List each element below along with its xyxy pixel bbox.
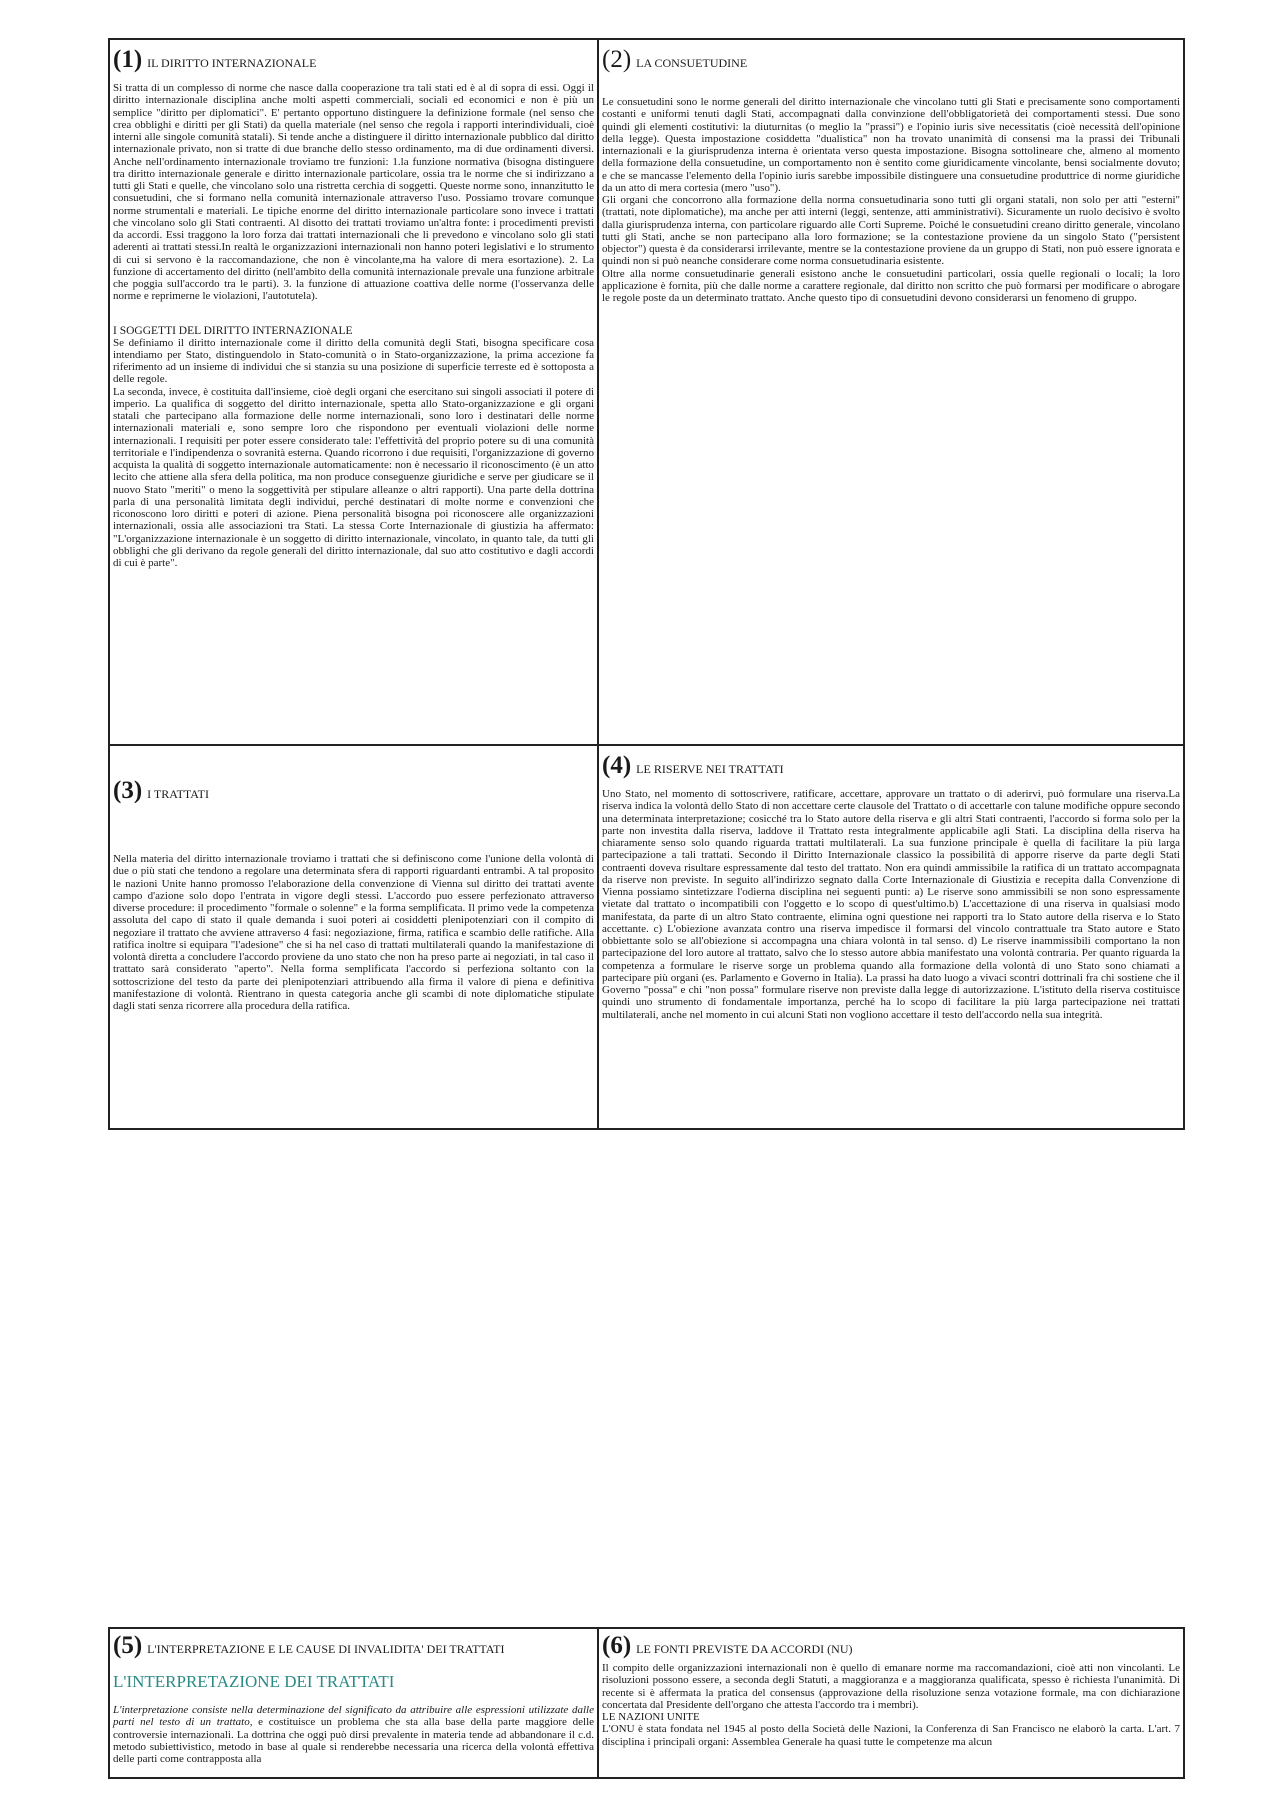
subheading: I SOGGETTI DEL DIRITTO INTERNAZIONALE xyxy=(113,324,353,337)
paragraph: Nella materia del diritto internazionale troviamo i trattati che si definiscono come l'unione della volontà di due o più stati che tendono a regolare una determinata sfera di rapporti riguardanti entrambi. A tal proposito le nazioni Unite hanno promosso l'elaborazione della convenzione di Vienna sul diritto dei trattati avente campo d'azione solo dopo l'entrata in vigore degli stessi. L'accordo puo essere perfezionato attraverso diverse procedure: il procedimento "formale o solenne" e la forma semplificata. Il primo vede la competenza assoluta del capo di stato il quale demanda i suoi poteri ai cosiddetti plenipotenziari con il compito di negoziare il trattato che avviene attraverso 4 fasi: negoziazione, firma, ratifica e scambio delle ratifiche. Alla ratifica inoltre si equipara "l'adesione" che si ha nel caso di trattati multilaterali quando la manifestazione di volontà diretta a concludere l'accordo proviene da uno stato che non ha preso parte ai negoziati, in tal caso il trattato sarà considerato "aperto". Nella forma semplificata l'accordo si perfeziona soltanto con la sottoscrizione del testo da parte dei plenipotenziari attribuendo alla firma il valore di piena e definitiva manifestazione di volontà. Rientrano in questa categoria anche gli scambi di note diplomatiche stipulate dagli stati senza ricorrere alla procedura della ratifica. xyxy=(113,853,594,1012)
paragraph: Il compito delle organizzazioni internazionali non è quello di emanare norme ma raccomandazioni, cioè atti non vincolanti. Le risoluzioni possono essere, a seconda degli Statuti, a maggioranza e a maggioranza qualificata, spesso è richiesta l'unanimità. Di recente si è affermata la pratica del consensus (approvazione della risoluzione senza votazione formale, ma con dichiarazione concertata dal Presidente dell'organo che attesta l'accordo tra i membri). xyxy=(602,1662,1180,1711)
paragraph: La seconda, invece, è costituita dall'insieme, cioè degli organi che esercitano sui singoli associati il potere di imperio. La qualifica di soggetto del diritto internazionale, spetta allo Stato-organizzazione e gli organi statali che partecipano alla formazione delle norme internazionali, sono loro i destinatari delle norme internazionali materiali e, sono sempre loro che rispondono per eventuali violazioni delle norme internazionali. I requisiti per poter essere considerato tale: l'effettività del proprio potere su di una comunità territoriale e l'indipendenza o sovranità esterna. Quando ricorrono i due requisiti, l'organizzazione di governo acquista la qualità di soggetto internazionale automaticamente: non è necessario il riconoscimento (è un atto lecito che attiene alla sfera della politica, ma non produce conseguenze giuridiche e serve per giudicare se il nuovo Stato "meriti" o meno la soggettività per stipulare alleanze o altri rapporti). Una parte della dottrina parla di una personalità limitata degli individui, perché destinatari di molte norme e convenzioni che riconoscono loro diritti e poteri di azione. Piena personalità bisogna poi riconoscere alle organizzazioni internazionali, ossia alle associazioni tra Stati. La stessa Corte Internazionale di giustizia ha affermato: "L'organizzazione internazionale è un soggetto di diritto internazionale, vincolato, in quanto tale, da tutti gli obblighi che gli derivano da regole generali del diritto internazionale, dal suo atto costitutivo e dagli accordi di cui è parte". xyxy=(113,385,594,569)
paragraph: Si tratta di un complesso di norme che nasce dalla cooperazione tra tali stati ed è al di sopra di essi. Oggi il diritto internazionale disciplina anche molti aspetti commerciali, sociali ed economici e non è più un semplice "diritto per diplomatici". E' pertanto opportuno distinguere la definizione formale (nel senso che crea obblighi e diritti per gli Stati) da quella materiale (nel senso che regola i rapporti interindividuali, cioè interni alle singole comunità statali). Si tende anche a distinguere il diritto internazionale pubblico dal diritto internazionale privato, non si tratte di due branche dello stesso ordinamento, ma di due ordinamenti diversi. Anche nell'ordinamento internazionale troviamo tre funzioni: 1.la funzione normativa (bisogna distinguere tra diritto internazionale generale e diritto internazionale particolare, ossia tra le norme che si indirizzano a tutti gli Stati e quelle, che vincolano solo una ristretta cerchia di soggetti. Queste norme sono, innanzitutto le consuetudini, che si formano nella comunità internazionale attraverso l'uso. Possiamo trovare comunque norme strumentali e materiali. Le tipiche enorme del diritto internazionale particolare sono invece i trattati che vincolano solo gli Stati contraenti. Al disotto dei trattati troviamo un'altra fonte: i procedimenti previsti da accordi. Essi traggono la loro forza dai trattati internazionali che li prevedono e vincolano solo gli stati aderenti ai trattati stessi.In realtà le organizzazioni internazionali non hanno poteri legislativi e lo strumento di cui si servono è la raccomandazione, che non è vincolante,ma ha valore di mera esortazione). 2. La funzione di accertamento del diritto (nell'ambito della comunità internazionale prevale una funzione arbitrale che poggia sull'accordo tra le parti). 3. la funzione di attuazione coattiva delle norme (l'osservanza delle norme e reprimerne le violazioni, l'autotutela). xyxy=(113,82,594,303)
bottom-table xyxy=(108,1627,1185,1779)
cell-riserve xyxy=(599,746,1183,1128)
paragraph: Oltre alla norme consuetudinarie generali esistono anche le consuetudini particolari, ossia quelle regionali o locali; la loro applicazione è fornita, più che dalle norme a carattere regionale, dal diritto non scritto che può formarsi per modificare o abrogare le regole poste da un determinato trattato. Anche questo tipo di consuetudini devono considerarsi un fenomeno di gruppo. xyxy=(602,267,1180,304)
cell-fonti-accordi xyxy=(599,1629,1183,1777)
paragraph: L'ONU è stata fondata nel 1945 al posto della Società delle Nazioni, la Conferenza di San Francisco ne elaborò la carta. L'art. 7 disciplina i principali organi: Assemblea Generale ha quasi tutte le competenze ma alcun xyxy=(602,1723,1180,1748)
paragraph: Gli organi che concorrono alla formazione della norma consuetudinaria sono tutti gli organi statali, non solo per atti "esterni" (trattati, note diplomatiche), ma anche per atti interni (leggi, sentenze, atti amministrativi). Sicuramente un ruolo decisivo è svolto dalla giurisprudenza interna, con particolare riguardo alle Corti Supreme. Poiché le consuetudini creano diritto generale, vincolano tutti gli Stati, anche se non partecipano alla loro formazione; se la contestazione proviene da un singolo Stato ("persistent objector") questa è da considerarsi irrilevante, mentre se la contestazione proviene da un gruppo di Stati, non può essere ignorata e quindi non si può neanche considerare come norma consuetudinaria esistente. xyxy=(602,194,1180,268)
section-title: IL DIRITTO INTERNAZIONALE xyxy=(147,56,317,70)
paragraph xyxy=(113,1704,594,1765)
cell-heading xyxy=(602,752,1180,780)
cell-consuetudine xyxy=(599,40,1183,746)
section-title: L'INTERPRETAZIONE E LE CAUSE DI INVALIDITA' DEI TRATTATI xyxy=(147,1642,505,1656)
italic-text: L'interpretazione consiste nella determinazione del significato da attribuire alle espressioni utilizzate dalle parti nel testo di un trattato, xyxy=(113,1704,594,1729)
section-number: (6) xyxy=(602,1632,632,1659)
paragraph: Le consuetudini sono le norme generali del diritto internazionale che vincolano tutti gli Stati e precisamente sono comportamenti costanti e uniformi tenuti dagli Stati, accompagnati dalla convinzione dell'obbligatorietà dei comportamenti stessi. Due sono quindi gli elementi costitutivi: la diuturnitas (o meglio la "prassi") e l'opinio iuris sive necessitatis (cioè necessità dell'opinione della legge). Questa impostazione cosiddetta "dualistica" non ha trovato unanimità di consensi ma la prassi dei Tribunali internazionali e la giurisprudenza interna è orientata verso questa impostazione. Bisogna sottolineare che, almeno al momento della formazione della consuetudine, un comportamento non è sentito come giuridicamente vincolante, bensì socialmente dovuto; e che se mancasse l'elemento della l'opinio iuris sarebbe impossibile distinguere una consuetudine produttrice di norme giuridiche da un atto di mera cortesia (mero "uso"). xyxy=(602,96,1180,194)
section-number: (1) xyxy=(113,46,143,73)
section-number: (3) xyxy=(113,777,143,804)
cell-interpretazione xyxy=(110,1629,599,1777)
cell-trattati xyxy=(110,746,599,1128)
subtitle-heading: L'INTERPRETAZIONE DEI TRATTATI xyxy=(113,1672,395,1691)
cell-heading xyxy=(602,1632,1180,1660)
cell-heading xyxy=(602,46,1180,74)
cell-diritto-internazionale xyxy=(110,40,599,746)
section-number: (5) xyxy=(113,1632,143,1659)
paragraph: Se definiamo il diritto internazionale come il diritto della comunità degli Stati, bisogna specificare cosa intendiamo per Stato, distinguendolo in Stato-comunità o in Stato-organizzazione, la prima accezione fa riferimento ad un insieme di individui che si stanzia su una posizione di superficie terreste ed è sottoposta a delle regole. xyxy=(113,336,594,386)
top-table xyxy=(108,38,1185,1130)
section-title: LE RISERVE NEI TRATTATI xyxy=(636,762,784,776)
spacer xyxy=(113,813,594,853)
section-title: I TRATTATI xyxy=(147,787,209,801)
cell-heading xyxy=(113,46,594,74)
section-title: LA CONSUETUDINE xyxy=(636,56,748,70)
paragraph: Uno Stato, nel momento di sottoscrivere, ratificare, accettare, approvare un trattato o di aderirvi, può formulare una riserva.La riserva indica la volontà dello Stato di non accettare certe clausole del Trattato o di accettarle con talune modifiche oppure secondo una determinata interpretazione; cosicché tra lo Stato autore della riserva e gli altri Stati contraenti, l'accordo si forma solo per la parte non investita dalla riserva, laddove il Trattato resta integralmente applicabile agli Stati. La disciplina della riserva ha chiaramente senso solo quando riguarda trattati multilaterali. La sua funzione principale è quella di facilitare la più larga partecipazione a tali trattati. Secondo il Diritto Internazionale classico la possibilità di apporre riserve da parte degli Stati contraenti doveva risultare espressamente dal testo del trattato. Non era quindi ammissibile la ratifica di un trattato accompagnata da riserve non previste. In seguito all'indirizzo segnato dalla Corte Internazionale di Giustizia e recepita dalla Convenzione di Vienna possiamo sintetizzare l'odierna disciplina nei seguenti punti: a) Le riserve sono ammissibili se non sono espressamente vietate dal trattato o incompatibili con l'oggetto e lo scopo di quest'ultimo.b) L'accettazione di una riserva in qualsiasi modo manifestata, da parte di un altro Stato contraente, elimina ogni questione nei rapporti tra lo Stato autore della riserva e lo Stato accettante. c) L'obiezione avanzata contro una riserva impedisce il formarsi del vincolo contrattuale tra Stato autore e Stato obbiettante solo se all'obiezione si accompagna una chiara volontà in tal senso. d) Le riserve inammissibili comportano la non partecipazione del loro autore al trattato, salvo che lo stesso autore abbia manifestato una volontà contraria. Per quanto riguarda la competenza a formulare le riserve sorge un problema quando alla formazione della volontà di uno Stato sono chiamati a partecipare più organi (es. Parlamento e Governo in Italia). La prassi ha dato luogo a vivaci scontri dottrinali fra chi sostiene che il Governo "possa" e chi "non possa" formulare riserve non previste dalla legge di autorizzazione. L'istituto della riserva costituisce quindi uno strumento di fondamentale importanza, perché ha lo scopo di facilitare la più larga partecipazione nei trattati multilaterali, anche nel momento in cui alcuni Stati non vogliono accettare il testo dell'accordo nella sua integrità. xyxy=(602,788,1180,1021)
subheading: LE NAZIONI UNITE xyxy=(602,1711,700,1723)
section-title: LE FONTI PREVISTE DA ACCORDI (NU) xyxy=(636,1642,853,1656)
cell-heading xyxy=(113,1632,594,1660)
section-number: (2) xyxy=(602,46,632,73)
body-text: e costituisce un problema che sta alla base della parte maggiore delle controversie internazionali. La dottrina che oggi può dirsi prevalente in materia tende ad abbandonare il c.d. metodo subiettivistico, metodo in base al quale si renderebbe necessaria una ricerca della volontà effettiva delle parti come contrapposta alla xyxy=(113,1716,595,1765)
spacer xyxy=(602,82,1180,96)
cell-heading xyxy=(113,777,594,805)
section-number: (4) xyxy=(602,752,632,779)
